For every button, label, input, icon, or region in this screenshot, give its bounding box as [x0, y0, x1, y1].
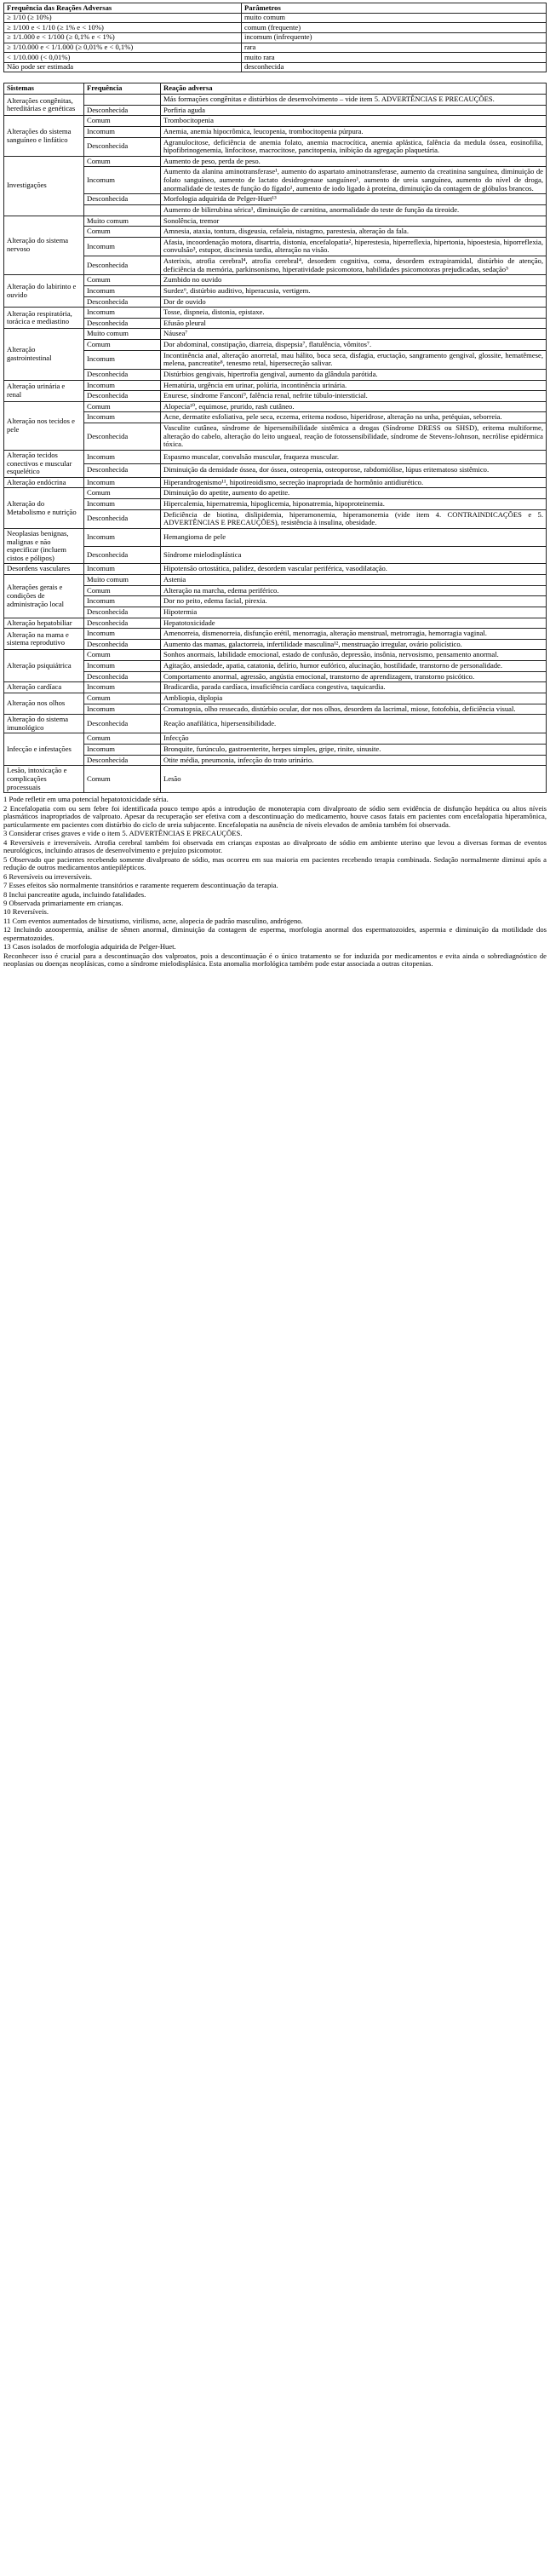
reaction-cell: Otite média, pneumonia, infecção do trato urinário.	[161, 755, 547, 766]
system-cell: Alteração respiratória, torácica e mediastino	[4, 308, 84, 329]
system-cell: Alterações congênitas, hereditárias e genéticas	[4, 95, 84, 116]
reaction-cell: Más formações congênitas e distúrbios de desenvolvimento – vide item 5. ADVERTÊNCIAS E PRECAUÇÕES.	[161, 95, 547, 106]
reaction-cell: Bronquite, furúnculo, gastroenterite, herpes simples, gripe, rinite, sinusite.	[161, 745, 547, 756]
frequency-cell: Incomum	[84, 237, 161, 256]
footnote: 4 Reversíveis e irreversíveis. Atrofia cerebral também foi observada em crianças expostas ao divalproato de sódio em ambiente uterino que levou a diversas formas de eventos neurológicos, incluindo atrasos de desenvolvimento e prejuízo psicomotor.	[3, 837, 547, 855]
frequency-cell: Desconhecida	[84, 671, 161, 682]
frequency-cell: Incomum	[84, 596, 161, 607]
reaction-row	[4, 391, 547, 402]
frequency-cell: Desconhecida	[84, 463, 161, 477]
frequency-cell: Comum	[84, 488, 161, 499]
frequency-range-cell: ≥ 1/100 e < 1/10 (≥ 1% e < 10%)	[4, 23, 242, 33]
frequency-cell: Comum	[84, 227, 161, 238]
frequency-cell: Desconhecida	[84, 105, 161, 116]
reaction-cell: Dor no peito, edema facial, pirexia.	[161, 596, 547, 607]
reaction-row	[4, 682, 547, 693]
reaction-row	[4, 693, 547, 704]
frequency-cell: Desconhecida	[84, 194, 161, 205]
reaction-row	[4, 308, 547, 319]
reaction-cell: Agitação, ansiedade, apatia, catatonia, delírio, humor eufórico, alucinação, hostilidade, transtorno de personalidade.	[161, 661, 547, 672]
parameter-cell: comum (frequente)	[242, 23, 547, 33]
frequency-table-header	[4, 3, 547, 14]
footnote: 7 Esses efeitos são normalmente transitórios e raramente requerem descontinuação da terapia.	[3, 881, 278, 890]
reaction-row	[4, 216, 547, 227]
system-cell: Alteração nos tecidos e pele	[4, 401, 84, 450]
reaction-row	[4, 204, 547, 216]
frequency-cell: Muito comum	[84, 575, 161, 586]
frequency-cell: Desconhecida	[84, 546, 161, 564]
system-cell: Alteração hepatobiliar	[4, 618, 84, 629]
system-cell: Investigações	[4, 156, 84, 216]
reaction-row	[4, 227, 547, 238]
reaction-row	[4, 546, 547, 564]
reaction-cell: Astenia	[161, 575, 547, 586]
frequency-cell: Incomum	[84, 564, 161, 575]
frequency-row	[4, 13, 547, 23]
reaction-cell: Dor abdominal, constipação, diarreia, dispepsia⁷, flatulência, vômitos⁷.	[161, 340, 547, 351]
footnote: 10 Reversíveis.	[3, 907, 49, 917]
reaction-row	[4, 704, 547, 715]
reaction-cell: Aumento da alanina aminotransferase¹, aumento do aspartato aminotransferase, aumento da creatinina sanguínea, diminuição de folato sanguíneo, aumento de lactato desidrogenase sanguíneo¹, aumento de ureia sanguínea, aumento do nível de droga, anormalidade de testes de função do fígado¹, aumento de iodo ligado à proteína, diminuição da contagem de glóbulos brancos.	[161, 167, 547, 194]
frequency-cell: Incomum	[84, 167, 161, 194]
reaction-cell: Deficiência de biotina, dislipidemia, hiperamonemia, hiperamonemia (vide item 4. CONTRAINDICAÇÕES e 5. ADVERTÊNCIAS E PRECAUÇÕES), resistência à insulina, obesidade.	[161, 509, 547, 528]
frequency-range-cell: < 1/10.000 (< 0,01%)	[4, 53, 242, 63]
frequency-row	[4, 32, 547, 43]
frequency-cell: Comum	[84, 733, 161, 745]
footnote: 12 Incluindo azoospermia, análise de sêmen anormal, diminuição da contagem de esperma, morfologia anormal dos espermatozoides, aspermia e diminuição da motilidade dos espermatozoides.	[3, 925, 547, 942]
reaction-cell: Distúrbios gengivais, hipertrofia gengival, aumento da glândula parótida.	[161, 369, 547, 380]
frequency-cell: Incomum	[84, 682, 161, 693]
reaction-row	[4, 285, 547, 296]
reaction-cell: Trombocitopenia	[161, 116, 547, 127]
reaction-row	[4, 745, 547, 756]
footnote: 6 Reversíveis ou irreversíveis.	[3, 871, 93, 881]
footnotes	[3, 796, 547, 969]
reaction-cell: Hemangioma de pele	[161, 528, 547, 546]
reaction-row	[4, 629, 547, 640]
frequency-cell: Desconhecida	[84, 423, 161, 451]
reaction-cell: Acne, dermatite esfoliativa, pele seca, eczema, eritema nodoso, hiperidrose, alteração na unha, petéquias, seborreia.	[161, 412, 547, 423]
reaction-cell: Efusão pleural	[161, 318, 547, 329]
footnote: 2 Encefalopatia com ou sem febre foi identificada pouco tempo após a introdução de monoterapia com divalproato de sódio sem evidência de disfunção hepática ou altos níveis plasmáticos inapropriados de valproato. Apesar da recuperação ser efetiva com a descontinuação do medicamento, houve casos fatais em pacientes com encefalopatia hiperamônica, particularmente em pacientes com distúrbio do ciclo de ureia subjacente. Encefalopatia na ausência de níveis elevados de amônia também foi observada.	[3, 803, 547, 829]
frequency-table	[3, 3, 547, 72]
system-cell: Alteração psiquiátrica	[4, 650, 84, 682]
frequency-cell: Desconhecida	[84, 607, 161, 618]
reaction-row	[4, 95, 547, 106]
reaction-row	[4, 618, 547, 629]
reaction-cell: Hipotermia	[161, 607, 547, 618]
reaction-cell: Tosse, dispneia, distonia, epistaxe.	[161, 308, 547, 319]
system-cell: Neoplasias benignas, malignas e não especificar (incluem cistos e pólipos)	[4, 528, 84, 564]
reaction-row	[4, 463, 547, 477]
system-cell: Alteração endócrina	[4, 477, 84, 488]
footnote: 8 Inclui pancreatite aguda, incluindo fatalidades.	[3, 889, 146, 899]
reaction-cell: Lesão	[161, 766, 547, 793]
frequency-cell: Desconhecida	[84, 639, 161, 650]
reaction-row	[4, 499, 547, 510]
reaction-row	[4, 661, 547, 672]
reaction-cell: Asterixis, atrofia cerebral⁴, atrofia cerebral⁴, desordem cognitiva, coma, desordem extrapiramidal, distúrbio de atenção, deficiência da memória, parkinsonismo, hiperatividade psicomotora, habilidades psicomotoras prejudicadas, sedação⁵	[161, 256, 547, 275]
reaction-row	[4, 318, 547, 329]
reaction-cell: Cromatopsia, olho ressecado, distúrbio ocular, dor nos olhos, desordem da lacrimal, miose, fotofobia, deficiência visual.	[161, 704, 547, 715]
reaction-row	[4, 423, 547, 451]
frequency-row	[4, 62, 547, 72]
reaction-row	[4, 256, 547, 275]
system-cell: Alteração do sistema imunológico	[4, 715, 84, 733]
footnote: 9 Observada primariamente em crianças.	[3, 899, 123, 907]
parameter-cell: muito comum	[242, 13, 547, 23]
reaction-row	[4, 607, 547, 618]
reaction-row	[4, 509, 547, 528]
frequency-range-cell: ≥ 1/10 (≥ 10%)	[4, 13, 242, 23]
parameters-header-cell: Parâmetros	[242, 3, 547, 14]
system-cell: Alteração gastrointestinal	[4, 329, 84, 380]
reaction-row	[4, 488, 547, 499]
system-cell: Alterações gerais e condições de administração local	[4, 575, 84, 618]
frequency-cell: Incomum	[84, 661, 161, 672]
frequency-cell: Incomum	[84, 380, 161, 391]
reaction-cell: Sonhos anormais, labilidade emocional, estado de confusão, depressão, insônia, nervosismo, pensamento anormal.	[161, 650, 547, 661]
frequency-cell: Incomum	[84, 350, 161, 369]
reaction-row	[4, 329, 547, 340]
frequency-cell: Incomum	[84, 745, 161, 756]
reaction-cell: Aumento de bilirrubina sérica¹, diminuição de carnitina, anormalidade do teste de função da tireoide.	[161, 204, 547, 216]
reaction-row	[4, 412, 547, 423]
reaction-cell: Aumento de peso, perda de peso.	[161, 156, 547, 167]
parameter-cell: rara	[242, 43, 547, 53]
frequency-cell: Desconhecida	[84, 755, 161, 766]
reaction-cell: Bradicardia, parada cardíaca, insuficiência cardíaca congestiva, taquicardia.	[161, 682, 547, 693]
reaction-row	[4, 755, 547, 766]
footnote: Reconhecer isso é crucial para a descontinuação dos valproatos, pois a descontinuação é o único tratamento se for induzida por medicamentos e evita ainda o sobrediagnóstico de neoplasias ou doenças neoplásicas, como a síndrome mielodisplásica. Esta anomalia morfológica também pode estar associada a outras citopenias.	[3, 951, 547, 969]
frequency-cell: Desconhecida	[84, 391, 161, 402]
frequency-cell: Desconhecida	[84, 256, 161, 275]
reaction-cell: Alteração na marcha, edema periférico.	[161, 585, 547, 596]
frequency-cell: Comum	[84, 401, 161, 412]
system-cell: Alteração do Metabolismo e nutrição	[4, 488, 84, 529]
systems-header-cell: Sistemas	[4, 83, 84, 95]
frequency-cell: Incomum	[84, 450, 161, 463]
reaction-row	[4, 156, 547, 167]
footnote: 13 Casos isolados de morfologia adquirida de Pelger-Huet.	[3, 942, 176, 952]
frequency-row	[4, 43, 547, 53]
reaction-row	[4, 639, 547, 650]
reaction-row	[4, 766, 547, 793]
frequency-cell: Incomum	[84, 477, 161, 488]
reaction-row	[4, 477, 547, 488]
reaction-cell: Dor de ouvido	[161, 296, 547, 308]
reaction-row	[4, 715, 547, 733]
reaction-row	[4, 137, 547, 156]
system-cell: Alteração na mama e sistema reprodutivo	[4, 629, 84, 650]
reaction-cell: Infecção	[161, 733, 547, 745]
frequency-cell: Desconhecida	[84, 715, 161, 733]
reaction-row	[4, 671, 547, 682]
frequency-cell: Incomum	[84, 499, 161, 510]
reaction-row	[4, 350, 547, 369]
frequency-cell	[84, 95, 161, 106]
frequency-cell: Incomum	[84, 704, 161, 715]
reaction-row	[4, 564, 547, 575]
reaction-cell: Amnesia, ataxia, tontura, disgeusia, cefaleia, nistagmo, parestesia, alteração da fala.	[161, 227, 547, 238]
frequency-cell: Comum	[84, 156, 161, 167]
reaction-cell: Hipercalemia, hipernatremia, hipoglicemia, hiponatremia, hipoproteinemia.	[161, 499, 547, 510]
reaction-cell: Diminuição do apetite, aumento do apetite.	[161, 488, 547, 499]
reaction-cell: Sonolência, tremor	[161, 216, 547, 227]
frequency-range-cell: ≥ 1/10.000 e < 1/1.000 (≥ 0,01% e < 0,1%)	[4, 43, 242, 53]
document-page	[0, 0, 550, 969]
system-cell: Alterações do sistema sanguíneo e linfático	[4, 116, 84, 157]
reaction-row	[4, 194, 547, 205]
frequency-cell: Incomum	[84, 629, 161, 640]
reaction-row	[4, 237, 547, 256]
frequency-header-cell: Frequência das Reações Adversas	[4, 3, 242, 14]
frequency-cell: Muito comum	[84, 329, 161, 340]
frequency-range-cell: ≥ 1/1.000 e < 1/100 (≥ 0,1% e < 1%)	[4, 32, 242, 43]
frequency-column-header: Frequência	[84, 83, 161, 95]
frequency-cell: Incomum	[84, 285, 161, 296]
reaction-cell: Hiperandrogenismo¹¹, hipotireoidismo, secreção inapropriada de hormônio antidiurético.	[161, 477, 547, 488]
reaction-row	[4, 275, 547, 286]
reaction-cell: Alopecia¹⁰, equimose, prurido, rash cutâneo.	[161, 401, 547, 412]
system-cell: Infecção e infestações	[4, 733, 84, 766]
reaction-row	[4, 450, 547, 463]
frequency-cell: Desconhecida	[84, 618, 161, 629]
frequency-cell: Comum	[84, 340, 161, 351]
reaction-cell: Hematúria, urgência em urinar, polúria, incontinência urinária.	[161, 380, 547, 391]
reaction-row	[4, 585, 547, 596]
reaction-row	[4, 340, 547, 351]
frequency-cell: Desconhecida	[84, 318, 161, 329]
reaction-cell: Vasculite cutânea, síndrome de hipersensibilidade sistêmica a drogas (Síndrome DRESS ou SHSD), eritema multiforme, alteração do cabelo, alteração do leito ungueal, reação de fotossensibilidade, síndrome de Stevens-Johnson, necrólise epidérmica tóxica.	[161, 423, 547, 451]
reaction-row	[4, 528, 547, 546]
reaction-cell: Reação anafilática, hipersensibilidade.	[161, 715, 547, 733]
frequency-range-cell: Não pode ser estimada	[4, 62, 242, 72]
reaction-row	[4, 401, 547, 412]
frequency-row	[4, 53, 547, 63]
footnote: 11 Com eventos aumentados de hirsutismo, virilismo, acne, alopecia de padrão masculino, andrógeno.	[3, 916, 303, 925]
system-cell: Desordens vasculares	[4, 564, 84, 575]
frequency-row	[4, 23, 547, 33]
reaction-cell: Espasmo muscular, convulsão muscular, fraqueza muscular.	[161, 450, 547, 463]
reaction-cell: Comportamento anormal, agressão, angústia emocional, transtorno de aprendizagem, transtorno psicótico.	[161, 671, 547, 682]
adverse-table-header	[4, 83, 547, 95]
frequency-cell: Desconhecida	[84, 509, 161, 528]
reaction-cell: Aumento das mamas, galactorreia, infertilidade masculina¹², menstruação irregular, ovário policístico.	[161, 639, 547, 650]
reaction-cell: Anemia, anemia hipocrômica, leucopenia, trombocitopenia púrpura.	[161, 126, 547, 137]
frequency-cell: Comum	[84, 650, 161, 661]
reaction-row	[4, 296, 547, 308]
reaction-cell: Amenorreia, dismenorreia, disfunção erétil, menorragia, alteração menstrual, metrorragia, hemorragia vaginal.	[161, 629, 547, 640]
system-cell: Alteração do labirinto e ouvido	[4, 275, 84, 308]
reaction-cell: Porfiria aguda	[161, 105, 547, 116]
parameter-cell: muito rara	[242, 53, 547, 63]
system-cell: Lesão, intoxicação e complicações processuais	[4, 766, 84, 793]
reaction-cell: Incontinência anal, alteração anorretal, mau hálito, boca seca, disfagia, eructação, sangramento gengival, glossite, hematêmese, melena, pancreatite⁸, tenesmo retal, hipersecreção salivar.	[161, 350, 547, 369]
parameter-cell: incomum (infrequente)	[242, 32, 547, 43]
frequency-cell: Comum	[84, 116, 161, 127]
system-cell: Alteração urinária e renal	[4, 380, 84, 401]
footnote: 5 Observado que pacientes recebendo somente divalproato de sódio, mas ocorreu em sua maioria em pacientes recebendo terapia combinada. Sedação normalmente diminui após a redução de outros medicamentos antiepilépticos.	[3, 854, 547, 872]
reaction-row	[4, 733, 547, 745]
system-cell: Alteração nos olhos	[4, 693, 84, 714]
frequency-cell: Comum	[84, 585, 161, 596]
frequency-cell: Comum	[84, 275, 161, 286]
reaction-row	[4, 369, 547, 380]
frequency-cell: Desconhecida	[84, 137, 161, 156]
frequency-cell: Desconhecida	[84, 296, 161, 308]
frequency-cell: Incomum	[84, 126, 161, 137]
reaction-cell: Síndrome mielodisplástica	[161, 546, 547, 564]
system-cell: Alteração do sistema nervoso	[4, 216, 84, 275]
reaction-cell: Surdez⁶, distúrbio auditivo, hiperacusia, vertigem.	[161, 285, 547, 296]
reaction-cell: Hipotensão ortostática, palidez, desordem vascular periférica, vasodilatação.	[161, 564, 547, 575]
system-cell: Alteração tecidos conectivos e muscular esquelético	[4, 450, 84, 477]
frequency-cell: Muito comum	[84, 216, 161, 227]
reaction-cell: Ambliopia, diplopia	[161, 693, 547, 704]
reaction-row	[4, 575, 547, 586]
reaction-cell: Morfologia adquirida de Pelger-Huet¹³	[161, 194, 547, 205]
frequency-cell	[84, 204, 161, 216]
reaction-cell: Afasia, incoordenação motora, disartria, distonia, encefalopatia², hiperestesia, hiperreflexia, hipertonia, hipoestesia, hiporreflexia, convulsão³, estupor, discinesia tardia, alteração na visão.	[161, 237, 547, 256]
reaction-cell: Enurese, síndrome Fanconi⁹, falência renal, nefrite túbulo-intersticial.	[161, 391, 547, 402]
frequency-cell: Desconhecida	[84, 369, 161, 380]
reaction-row	[4, 380, 547, 391]
reaction-cell: Zumbido no ouvido	[161, 275, 547, 286]
footnote: 1 Pode refletir em uma potencial hepatotoxicidade séria.	[3, 795, 169, 804]
frequency-cell: Comum	[84, 766, 161, 793]
reaction-row	[4, 126, 547, 137]
adverse-reactions-table	[3, 83, 547, 793]
reaction-row	[4, 596, 547, 607]
reaction-cell: Náusea⁷	[161, 329, 547, 340]
frequency-cell: Incomum	[84, 308, 161, 319]
reaction-cell: Diminuição da densidade óssea, dor óssea, osteopenia, osteoporose, rabdomiólise, lúpus eritematoso sistêmico.	[161, 463, 547, 477]
reaction-cell: Agranulocitose, deficiência de anemia folato, anemia macrocítica, anemia aplástica, falência da medula óssea, eosinofilia, hipofibrinogenemia, linfocitose, macrocitose, pancitopenia, inibição da agregação plaquetária.	[161, 137, 547, 156]
frequency-cell: Incomum	[84, 412, 161, 423]
reaction-row	[4, 650, 547, 661]
frequency-cell: Comum	[84, 693, 161, 704]
reaction-cell: Hepatotoxicidade	[161, 618, 547, 629]
system-cell: Alteração cardíaca	[4, 682, 84, 693]
reaction-row	[4, 105, 547, 116]
reaction-row	[4, 116, 547, 127]
reaction-row	[4, 167, 547, 194]
parameter-cell: desconhecida	[242, 62, 547, 72]
reaction-header-cell: Reação adversa	[161, 83, 547, 95]
footnote: 3 Considerar crises graves e vide o item 5. ADVERTÊNCIAS E PRECAUÇÕES.	[3, 829, 243, 838]
frequency-cell: Incomum	[84, 528, 161, 546]
